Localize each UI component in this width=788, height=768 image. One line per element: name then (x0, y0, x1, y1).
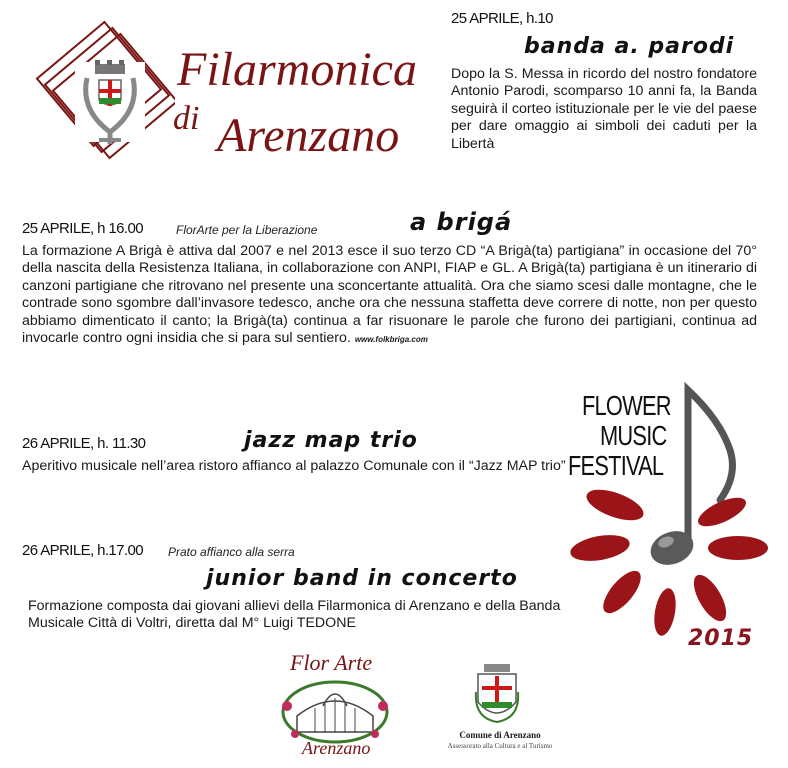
logo-di: di (173, 100, 200, 137)
event3-date: 26 APRILE, h. 11.30 (22, 435, 146, 452)
event1-date: 25 APRILE, h.10 (451, 10, 553, 27)
lyre-crest-icon (25, 20, 175, 170)
event2-subtitle: FlorArte per la Liberazione (176, 223, 318, 237)
florarte-top: Flor Arte (290, 650, 373, 675)
florarte-bottom: Arenzano (302, 738, 371, 758)
comune-name: Comune di Arenzano (459, 730, 541, 740)
festival-line2: MUSIC (600, 420, 667, 451)
event3-title: jazz map trio (244, 428, 418, 453)
event4-text: Formazione composta dai giovani allievi della Filarmonica di Arenzano e della Banda Musicale Città di Voltri, diretta dal M° Luigi TEDONE (28, 598, 561, 632)
logo-arenzano: Arenzano (217, 109, 400, 162)
festival-line1: FLOWER (582, 390, 671, 421)
florarte-logo (270, 650, 400, 765)
festival-year: 2015 (688, 626, 754, 651)
event4-date: 26 APRILE, h.17.00 (22, 542, 143, 559)
festival-logo (560, 380, 780, 670)
event2-url-link[interactable]: www.folkbriga.com (354, 335, 428, 345)
event4-subtitle: Prato affianco alla serra (168, 545, 295, 559)
event4-title: junior band in concerto (206, 566, 518, 591)
comune-crest-icon (472, 662, 522, 726)
logo-title: Filarmonica (177, 43, 417, 96)
comune-logo (440, 662, 560, 762)
flower-note-icon (560, 380, 780, 640)
event1-text: Dopo la S. Messa in ricordo del nostro fondatore Antonio Parodi, scomparso 10 anni fa, la Banda seguirà il corteo istituzionale per le vie del paese per dare omaggio ai simboli dei caduti per la Libertà (451, 66, 757, 152)
event2-date: 25 APRILE, h 16.00 (22, 220, 143, 237)
event2-title: a brigá (410, 208, 513, 236)
filarmonica-logo (25, 20, 445, 180)
event1-title: banda a. parodi (524, 34, 735, 59)
greenhouse-icon (275, 676, 395, 746)
festival-line3: FESTIVAL (568, 450, 664, 481)
comune-dept: Assessorato alla Cultura e al Turismo (447, 742, 553, 750)
event2-body: La formazione A Brigà è attiva dal 2007 e nel 2013 esce il suo terzo CD “A Brigà(ta) partigiana” in occasione del 70° della nascita della Resistenza Italiana, in collaborazione con ANPI, FIAP e GL. A Brigà(ta) partigiana è un itinerario di canzoni partigiane che ritrovano nel presente una sconcertante attualità. Ora che siamo scesi dalle montagne, che le contrade sono sgombre dall’invasore tedesco, anche ora che nessuna staffetta deve correre di notte, non per questo abbiamo dimenticato il canto; la Brigà(ta) continua a far risuonare le parole che furono dei partigiani, continua ad invocarle contro ogni insidia che si para sul sentiero. (22, 243, 757, 347)
event3-text: Aperitivo musicale nell’area ristoro affianco al palazzo Comunale con il “Jazz MAP trio” (22, 458, 566, 474)
event2-text (22, 243, 757, 348)
